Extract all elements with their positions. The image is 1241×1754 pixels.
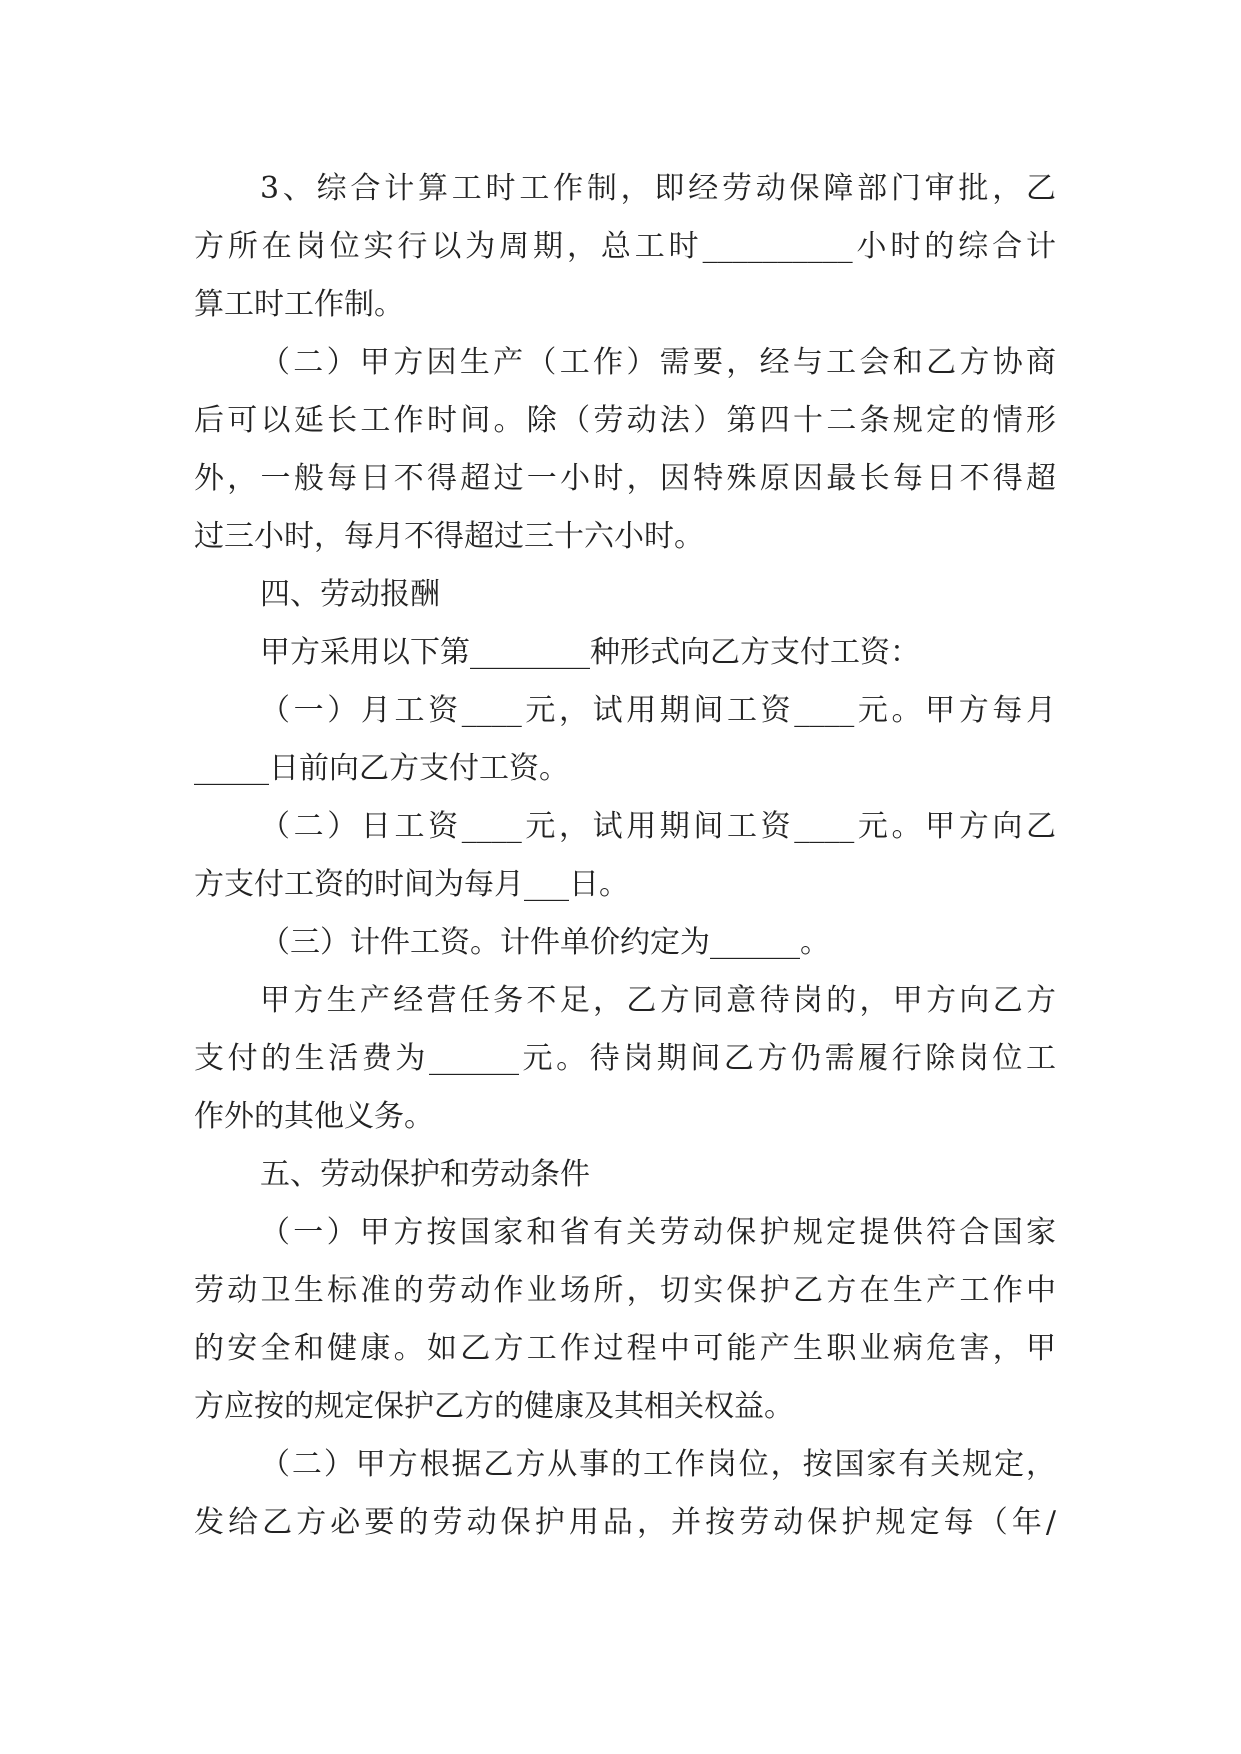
text-line: 四、劳动报酬 — [260, 577, 440, 612]
text-line: 甲方生产经营任务不足，乙方同意待岗的，甲方向乙方 — [260, 983, 1056, 1018]
text-line: 甲方采用以下第________种形式向乙方支付工资： — [260, 635, 920, 670]
text-line: （二）甲方因生产（工作）需要，经与工会和乙方协商 — [260, 345, 1056, 380]
text-line: 外，一般每日不得超过一小时，因特殊原因最长每日不得超 — [194, 461, 1056, 496]
text-line: 后可以延长工作时间。除（劳动法）第四十二条规定的情形 — [194, 403, 1056, 438]
text-line: （一）甲方按国家和省有关劳动保护规定提供符合国家 — [260, 1215, 1056, 1250]
contract-text-body — [194, 160, 1056, 1552]
text-line: _____日前向乙方支付工资。 — [194, 751, 569, 786]
text-line: 方应按的规定保护乙方的健康及其相关权益。 — [194, 1389, 794, 1424]
text-line: 过三小时，每月不得超过三十六小时。 — [194, 519, 704, 554]
text-line: （二）日工资____元，试用期间工资____元。甲方向乙 — [260, 809, 1056, 844]
text-line: 发给乙方必要的劳动保护用品，并按劳动保护规定每（年/ — [194, 1505, 1056, 1540]
text-line: 算工时工作制。 — [194, 287, 404, 322]
text-line: 方支付工资的时间为每月___日。 — [194, 867, 629, 902]
text-line: 支付的生活费为______元。待岗期间乙方仍需履行除岗位工 — [194, 1041, 1056, 1076]
text-line: 3、综合计算工时工作制，即经劳动保障部门审批，乙 — [260, 171, 1056, 206]
text-line: 的安全和健康。如乙方工作过程中可能产生职业病危害，甲 — [194, 1331, 1056, 1366]
text-line: 方所在岗位实行以为周期，总工时__________小时的综合计 — [194, 229, 1056, 264]
text-line: （一）月工资____元，试用期间工资____元。甲方每月 — [260, 693, 1056, 728]
text-line: 劳动卫生标准的劳动作业场所，切实保护乙方在生产工作中 — [194, 1273, 1056, 1308]
text-line: 作外的其他义务。 — [194, 1099, 434, 1134]
text-line: （三）计件工资。计件单价约定为______。 — [260, 925, 830, 960]
text-line: （二）甲方根据乙方从事的工作岗位，按国家有关规定， — [260, 1447, 1056, 1482]
text-line: 五、劳动保护和劳动条件 — [260, 1157, 590, 1192]
